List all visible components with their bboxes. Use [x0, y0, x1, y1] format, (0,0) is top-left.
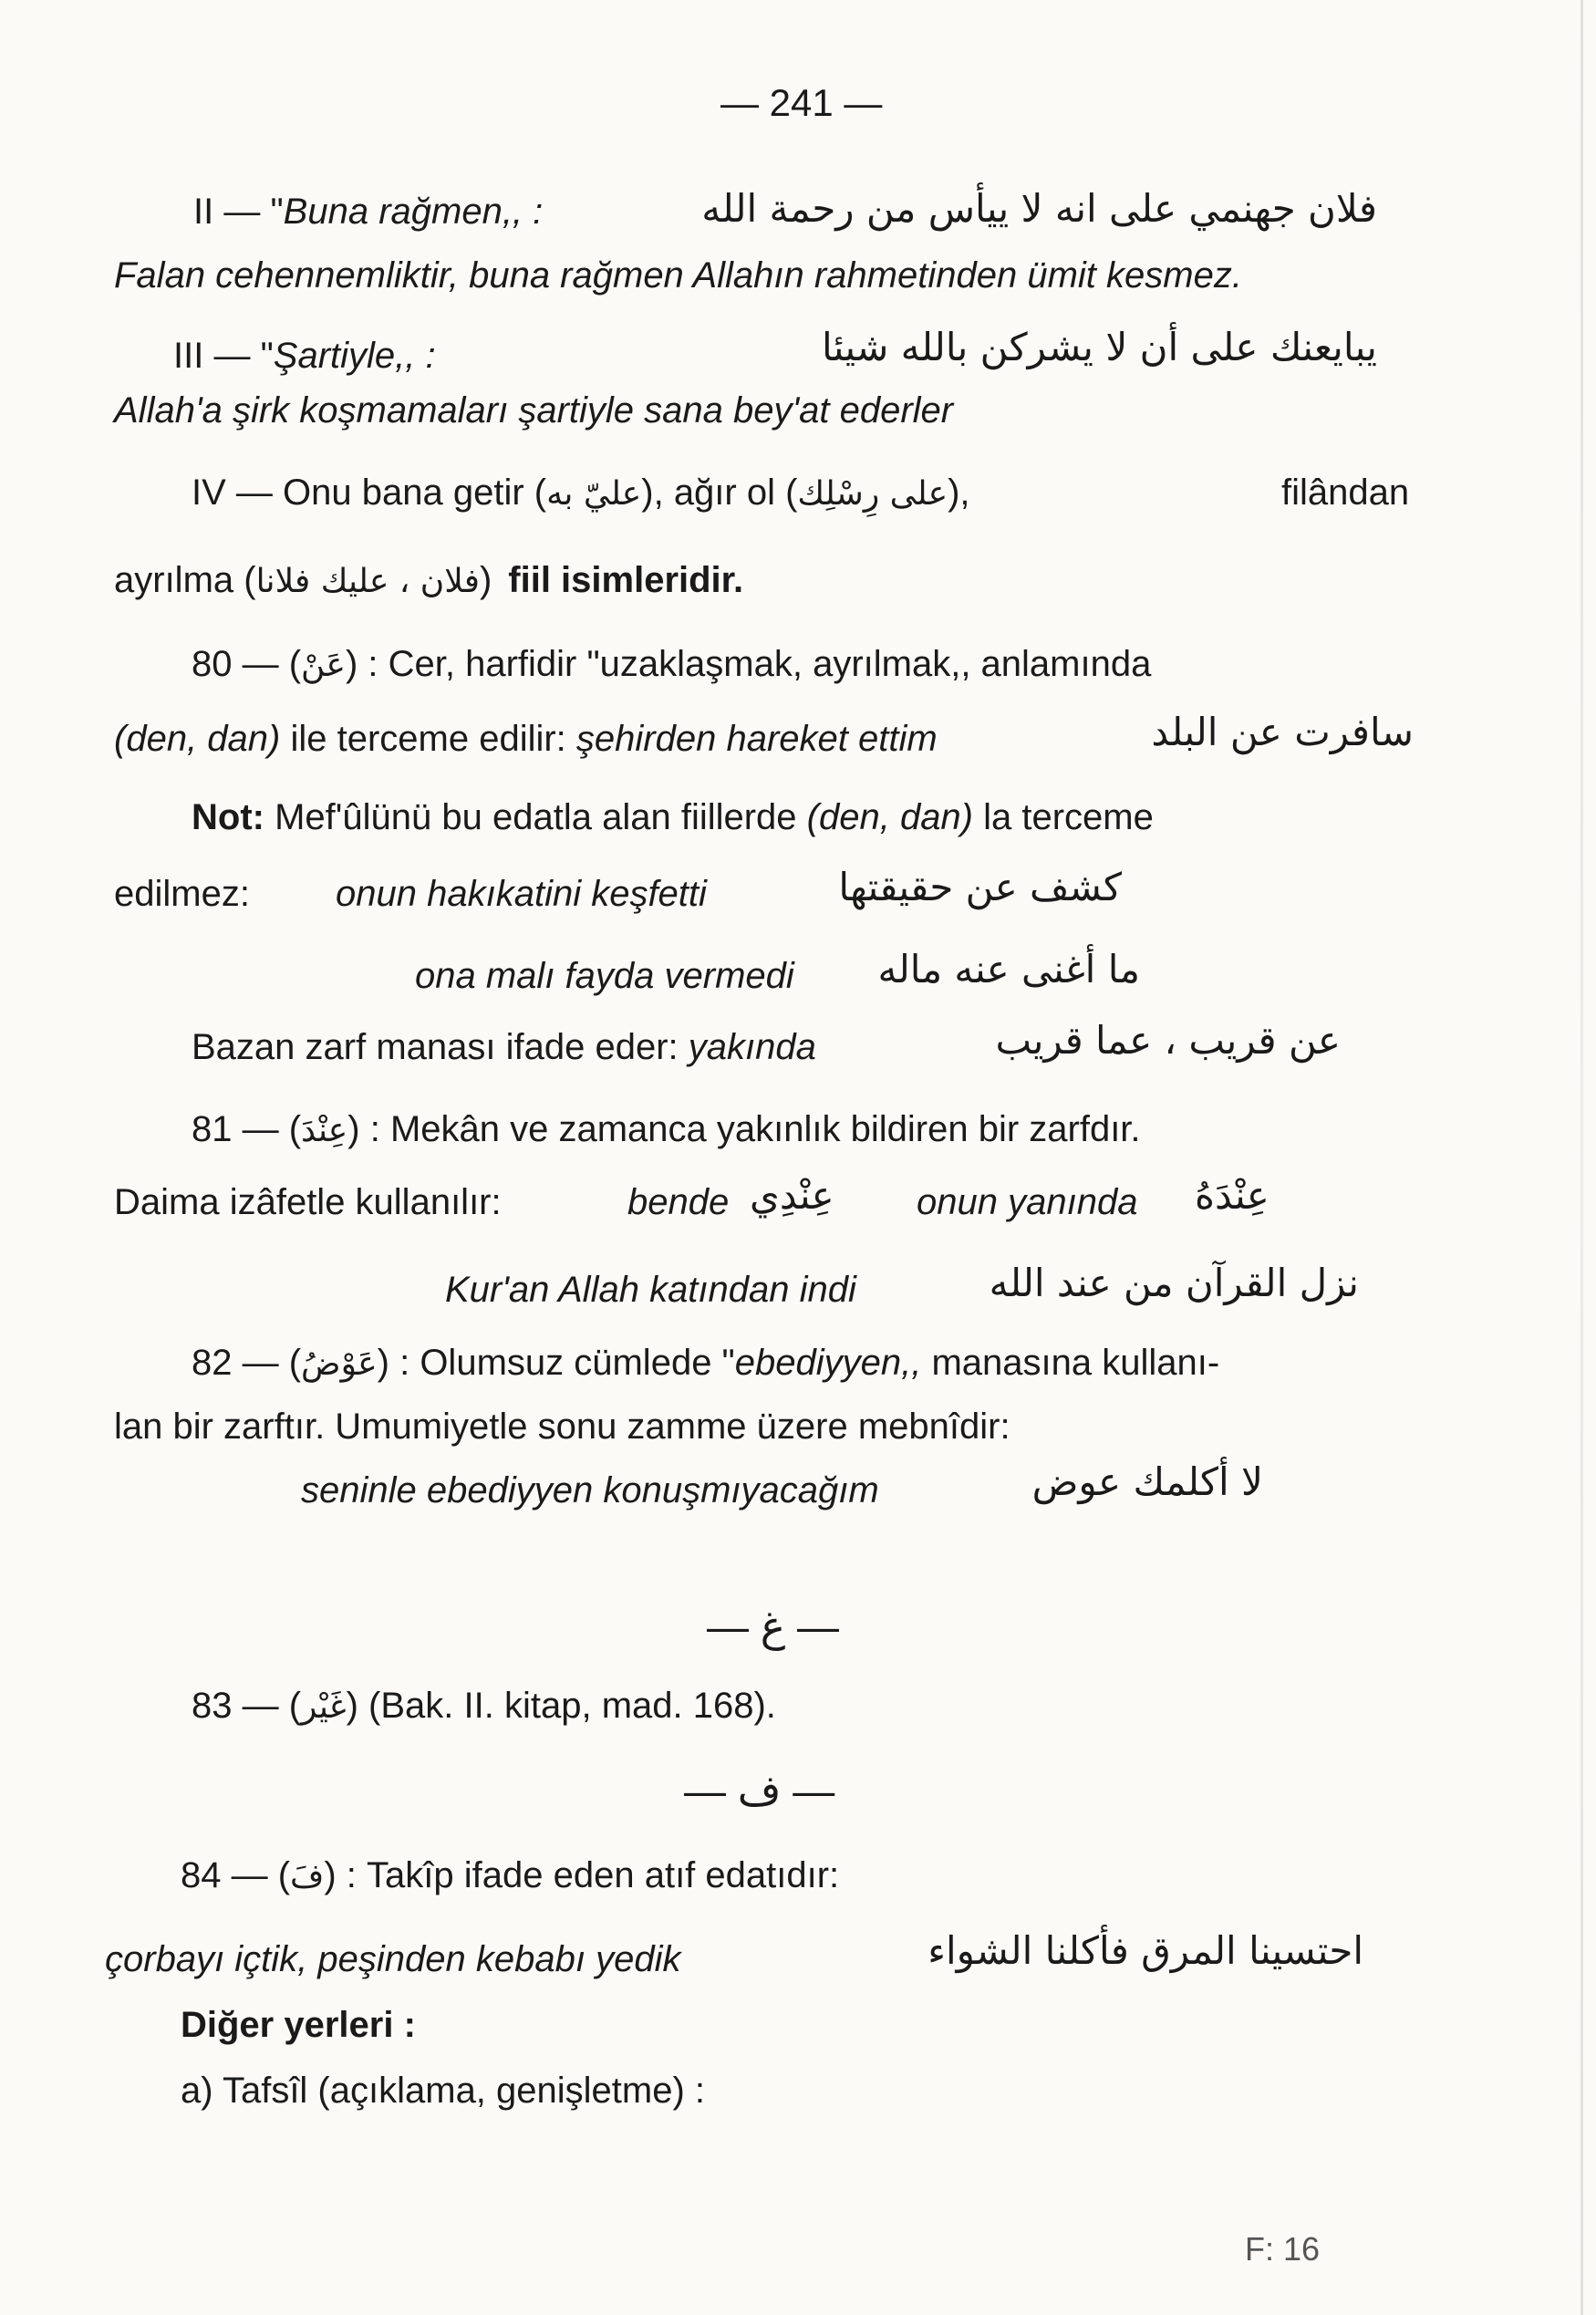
arabic-inline: عَوْضُ [301, 1345, 378, 1383]
note-label: Not: [192, 797, 264, 837]
signature-mark: F: 16 [1245, 2230, 1321, 2268]
arabic-inline: عليّ به [546, 475, 642, 513]
text: la terceme [973, 797, 1154, 837]
text: ), ağır ol ( [641, 472, 798, 513]
subheading: Diğer yerleri : [181, 2005, 416, 2045]
paragraph-line [192, 474, 970, 511]
entry-80 [192, 646, 1151, 682]
arabic-example: كشف عن حقيقتها [838, 865, 1122, 909]
label-italic: Buna rağmen,, : [283, 192, 544, 232]
label: III — " [173, 336, 274, 376]
text: yakında [688, 1027, 816, 1067]
text: IV — Onu bana getir ( [192, 472, 547, 513]
paragraph-line [114, 721, 938, 757]
paragraph-line: lan bir zarftır. Umumiyetle sonu zamme üzere mebnîdir: [114, 1407, 1010, 1447]
entry-83 [192, 1687, 776, 1724]
text: ), [948, 472, 970, 513]
page-edge [1580, 0, 1583, 2315]
text: fiil isimleridir. [508, 560, 744, 600]
arabic-inline: فلان ، عليك فلانا [255, 563, 480, 600]
translation-inline: bende [627, 1182, 730, 1222]
translation-inline: onun yanında [917, 1182, 1138, 1222]
paragraph-line [114, 562, 743, 598]
section-heading-ghayn: — غ — [707, 1603, 840, 1650]
paragraph-line [192, 1029, 816, 1065]
arabic-example: لا أكلمك عوض [1031, 1459, 1263, 1504]
translation-line: Falan cehennemliktir, buna rağmen Allahın rahmetinden ümit kesmez. [114, 255, 1242, 296]
text: 82 — ( [192, 1343, 302, 1383]
text: ) : Takîp ifade eden atıf edatıdır: [324, 1855, 840, 1895]
text: ) : Mekân ve zamanca yakınlık bildiren bir zarfdır. [347, 1109, 1141, 1149]
translation-inline: onun hakıkatini keşfetti [336, 874, 707, 914]
entry-84 [181, 1857, 839, 1894]
translation-inline: seninle ebediyyen konuşmıyacağım [301, 1470, 879, 1510]
label: II — " [193, 192, 284, 232]
arabic-example: عن قريب ، عما قريب [995, 1018, 1341, 1063]
text: şehirden hareket ettim [575, 719, 938, 759]
text: Bazan zarf manası ifade eder: [192, 1027, 689, 1067]
text: Mef'ûlünü bu edatla alan fiillerde [264, 797, 807, 837]
text: ) [479, 560, 492, 600]
arabic-example: يبايعنك على أن لا يشركن بالله شيئا [821, 325, 1377, 369]
text: 84 — ( [181, 1855, 291, 1895]
text: manasına kullanı- [921, 1343, 1220, 1383]
arabic-example: ما أغنى عنه ماله [877, 947, 1140, 991]
translation-inline: çorbayı içtik, peşinden kebabı yedik [105, 1939, 681, 1979]
arabic-example: عِنْدِي [750, 1173, 834, 1218]
translation-line: Allah'a şirk koşmamaları şartiyle sana bey'at ederler [114, 390, 954, 431]
arabic-inline: عَنْ [301, 647, 346, 684]
line-iii-label [173, 337, 436, 374]
arabic-inline: غَيْر [301, 1688, 347, 1726]
list-item: a) Tafsîl (açıklama, genişletme) : [181, 2071, 706, 2111]
paragraph-line-end: filândan [1281, 472, 1410, 513]
arabic-example: سافرت عن البلد [1151, 710, 1414, 754]
translation-inline: Kur'an Allah katından indi [445, 1270, 856, 1310]
entry-81 [192, 1111, 1141, 1147]
entry-82 [192, 1344, 1219, 1381]
text: ile terceme edilir: [280, 719, 576, 759]
arabic-inline: على رِسْلِك [797, 475, 948, 513]
note-line [192, 799, 1154, 836]
text: (den, dan) [114, 719, 281, 759]
paragraph-line: Daima izâfetle kullanılır: [114, 1182, 502, 1222]
text: ) : Olumsuz cümlede " [377, 1343, 735, 1383]
text: ayrılma ( [114, 560, 256, 600]
text: 80 — ( [192, 644, 302, 684]
arabic-example: نزل القرآن من عند الله [989, 1261, 1359, 1305]
text: ebediyyen,, [734, 1343, 922, 1383]
paragraph-line: edilmez: [114, 874, 250, 914]
label-italic: Şartiyle,, : [273, 336, 436, 376]
arabic-inline: عِنْدَ [301, 1112, 348, 1149]
text: (den, dan) [806, 797, 973, 837]
text: ) (Bak. II. kitap, mad. 168). [346, 1686, 776, 1726]
text: 83 — ( [192, 1686, 302, 1726]
text: 81 — ( [192, 1109, 302, 1149]
arabic-inline: فَ [290, 1858, 325, 1895]
page-number: — 241 — [720, 81, 883, 124]
section-heading-fa: — ف — [684, 1767, 835, 1814]
arabic-example: عِنْدَهُ [1195, 1173, 1270, 1218]
translation-inline: ona malı fayda vermedi [415, 956, 794, 996]
arabic-example: احتسينا المرق فأكلنا الشواء [928, 1928, 1363, 1973]
line-ii-label [193, 193, 543, 230]
text: ) : Cer, harfidir "uzaklaşmak, ayrılmak,, anlamında [345, 644, 1152, 684]
arabic-example: فلان جهنمي على انه لا ييأس من رحمة الله [701, 186, 1377, 231]
